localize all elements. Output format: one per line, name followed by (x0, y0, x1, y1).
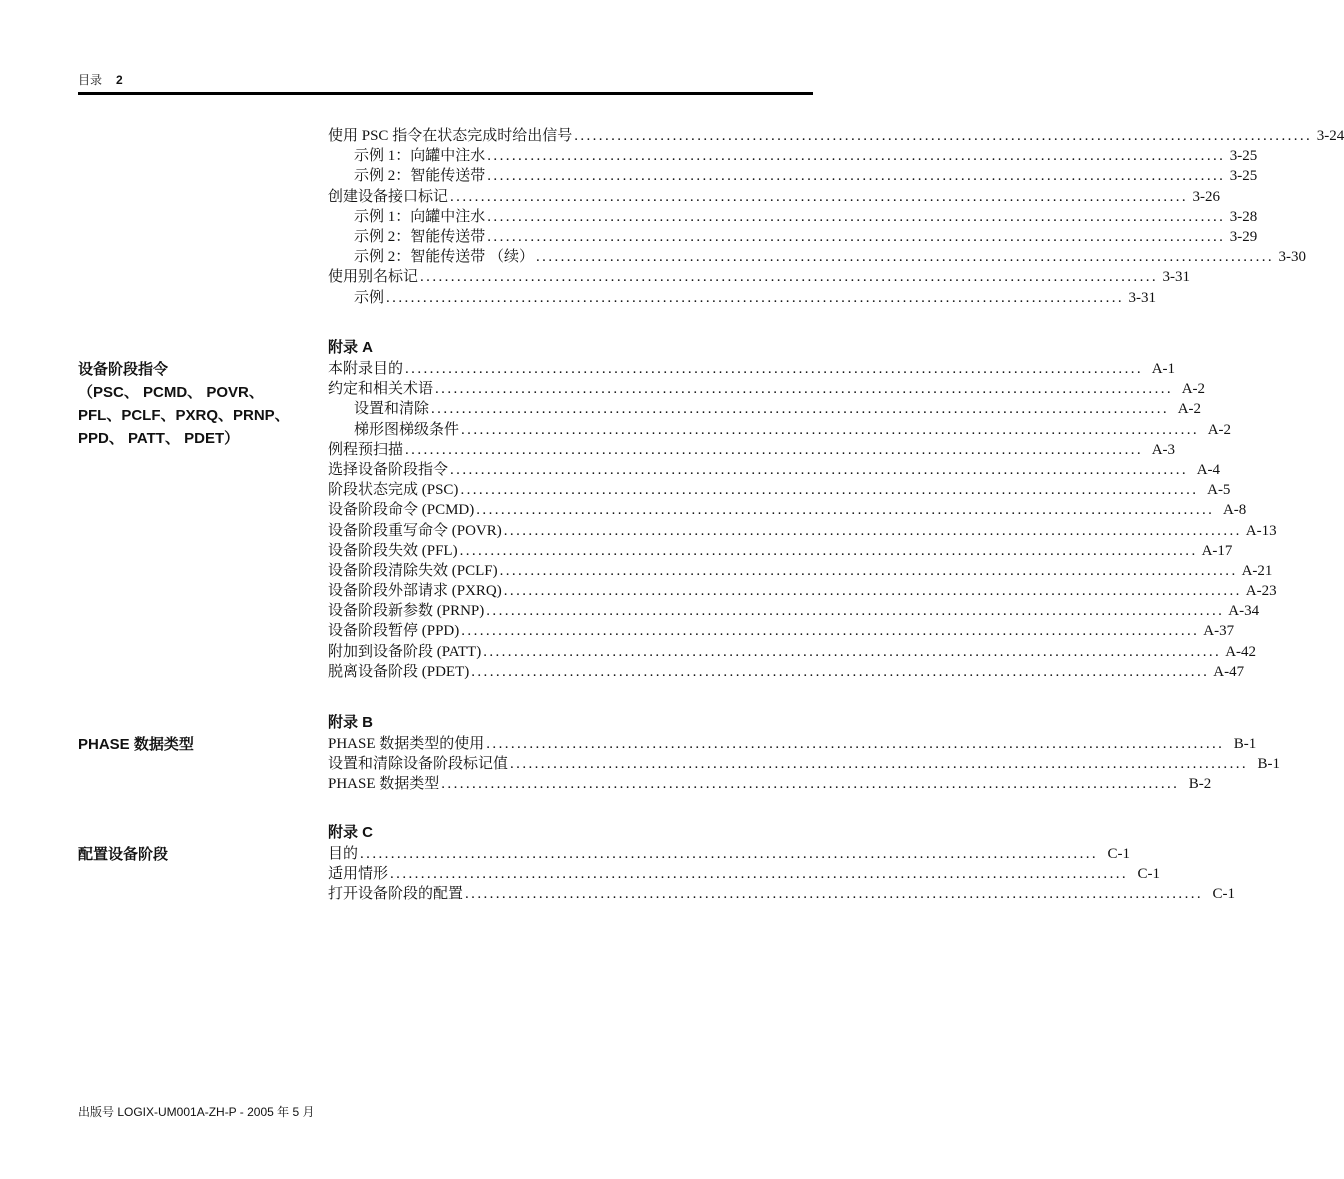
toc-entry[interactable] (328, 399, 1202, 419)
toc-entry-page: A-17 (1201, 542, 1233, 559)
toc-entry[interactable] (328, 541, 1233, 561)
toc-appendix-c (328, 844, 1236, 905)
toc-entry[interactable] (328, 146, 1258, 166)
dot-leader: ........................................................................................................................ (405, 361, 1144, 377)
toc-entry-title: 设备阶段外部请求 (PXRQ) (328, 583, 502, 600)
toc-entry-page: A-42 (1225, 643, 1257, 660)
dot-leader: ........................................................................................................................ (574, 128, 1313, 144)
dot-leader: ........................................................................................................................ (503, 522, 1242, 539)
toc-entry-title: 约定和相关术语 (328, 381, 434, 398)
dot-leader: ........................................................................................................................ (487, 168, 1226, 185)
dot-leader: ........................................................................................................................ (487, 208, 1226, 225)
dot-leader: ........................................................................................................................ (487, 228, 1226, 245)
toc-entry-page: A-4 (1196, 461, 1221, 478)
toc-entry-page: 3-31 (1128, 289, 1157, 306)
toc-entry[interactable] (328, 662, 1245, 682)
toc-entry[interactable] (328, 420, 1232, 440)
toc-entry-page: A-47 (1213, 663, 1245, 680)
dot-leader: ........................................................................................................................ (487, 148, 1226, 165)
toc-entry[interactable] (328, 480, 1231, 500)
toc-entry-page: B-1 (1257, 756, 1281, 773)
dot-leader: ........................................................................................................................ (460, 482, 1199, 499)
toc-entry-title: 选择设备阶段指令 (328, 461, 449, 478)
side-title-line: 配置设备阶段 (78, 846, 169, 863)
toc-entry-title: 示例 2：智能传送带 (354, 168, 486, 185)
header-page-number: 2 (116, 73, 123, 87)
dot-leader: ........................................................................................................................ (360, 846, 1099, 862)
toc-entry[interactable] (328, 500, 1247, 520)
dot-leader: ........................................................................................................................ (536, 249, 1275, 266)
side-title-line: PFL、PCLF、PXRQ、PRNP、 (78, 407, 290, 424)
toc-entry[interactable] (328, 267, 1191, 287)
dot-leader: ........................................................................................................................ (471, 663, 1210, 680)
toc-entry[interactable] (328, 734, 1257, 754)
toc-entry-title: 示例 2：智能传送带 （续） (354, 249, 535, 266)
toc-entry[interactable] (328, 288, 1157, 308)
toc-entry-page: 3-30 (1278, 249, 1307, 266)
toc-entry-title: 附加到设备阶段 (PATT) (328, 643, 482, 660)
toc-entry-page: 3-29 (1229, 228, 1258, 245)
dot-leader: ........................................................................................................................ (405, 441, 1144, 458)
appendix-b-side-title (78, 733, 194, 756)
toc-entry[interactable] (328, 359, 1176, 379)
toc-entry-title: 示例 2：智能传送带 (354, 228, 486, 245)
dot-leader: ........................................................................................................................ (476, 502, 1215, 519)
toc-entry[interactable] (328, 844, 1131, 864)
toc-entry-title: 设备阶段暂停 (PPD) (328, 623, 460, 640)
toc-entry[interactable] (328, 187, 1221, 207)
dot-leader: ........................................................................................................................ (386, 289, 1125, 306)
toc-entry-title: PHASE 数据类型 (328, 776, 440, 793)
toc-entry[interactable] (328, 884, 1236, 904)
toc-entry-title: 适用情形 (328, 866, 389, 883)
toc-entry-page: A-5 (1207, 482, 1231, 499)
toc-entry[interactable] (328, 166, 1258, 186)
dot-leader: ........................................................................................................................ (390, 866, 1129, 883)
toc-entry[interactable] (328, 581, 1277, 601)
dot-leader: ........................................................................................................................ (486, 736, 1225, 752)
appendix-a-heading: 附录 A (328, 339, 374, 356)
running-header (78, 71, 123, 88)
toc-entry-title: 阶段状态完成 (PSC) (328, 482, 459, 499)
toc-entry-page: C-1 (1137, 866, 1161, 883)
dot-leader: ........................................................................................................................ (431, 401, 1170, 418)
appendix-b-heading: 附录 B (328, 714, 374, 731)
toc-entry-page: B-2 (1188, 776, 1212, 793)
toc-entry-title: 示例 (354, 289, 385, 306)
appendix-a-side-title (78, 358, 290, 450)
toc-entry[interactable] (328, 247, 1307, 267)
toc-entry-title: 目的 (328, 846, 359, 862)
toc-entry[interactable] (328, 864, 1161, 884)
toc-entry-title: 示例 1：向罐中注水 (354, 208, 486, 225)
toc-entry-title: 创建设备接口标记 (328, 188, 449, 205)
toc-entry-page: A-3 (1151, 441, 1176, 458)
toc-appendix-a (328, 359, 1277, 682)
dot-leader: ........................................................................................................................ (461, 421, 1200, 438)
toc-appendix-b (328, 734, 1281, 795)
toc-entry[interactable] (328, 621, 1235, 641)
publication-footer: 出版号 LOGIX-UM001A-ZH-P - 2005 年 5 月 (78, 1105, 315, 1119)
toc-entry[interactable] (328, 642, 1257, 662)
dot-leader: ........................................................................................................................ (486, 603, 1225, 620)
toc-entry-title: 使用 PSC 指令在状态完成时给出信号 (328, 128, 573, 144)
header-rule (78, 92, 813, 95)
toc-entry-title: 梯形图梯级条件 (354, 421, 460, 438)
toc-entry-page: A-13 (1245, 522, 1277, 539)
toc-entry-page: A-1 (1151, 361, 1176, 377)
toc-entry-page: A-37 (1203, 623, 1235, 640)
toc-entry[interactable] (328, 440, 1176, 460)
toc-entry-page: A-21 (1241, 562, 1273, 579)
toc-entry[interactable] (328, 561, 1273, 581)
toc-entry-page: A-2 (1177, 401, 1202, 418)
toc-entry-page: A-34 (1228, 603, 1260, 620)
toc-entry-page: 3-31 (1162, 269, 1191, 286)
side-title-line: PHASE 数据类型 (78, 736, 194, 753)
toc-entry-page: 3-25 (1229, 168, 1258, 185)
toc-entry[interactable] (328, 774, 1212, 794)
toc-entry[interactable] (328, 460, 1221, 480)
dot-leader: ........................................................................................................................ (503, 583, 1242, 600)
toc-entry-page: A-8 (1222, 502, 1247, 519)
toc-entry-page: B-1 (1233, 736, 1257, 752)
toc-entry-title: 例程预扫描 (328, 441, 404, 458)
dot-leader: ........................................................................................................................ (465, 886, 1204, 903)
toc-entry[interactable] (328, 754, 1281, 774)
toc-entry-page: 3-28 (1229, 208, 1258, 225)
toc-entry-title: 脱离设备阶段 (PDET) (328, 663, 470, 680)
toc-entry-page: A-2 (1181, 381, 1206, 398)
toc-entry-page: C-1 (1107, 846, 1131, 862)
side-title-line: 设备阶段指令 (78, 361, 169, 378)
toc-entry-page: A-2 (1207, 421, 1232, 438)
toc-entry[interactable] (328, 126, 1344, 146)
toc-entry[interactable] (328, 601, 1260, 621)
side-title-line: PPD、 PATT、 PDET） (78, 430, 240, 447)
toc-entry-title: 设备阶段失效 (PFL) (328, 542, 458, 559)
toc-entry[interactable] (328, 521, 1277, 541)
header-section: 目录 (78, 73, 103, 87)
side-title-line: （PSC、 PCMD、 POVR、 (78, 384, 264, 401)
appendix-c-side-title (78, 843, 168, 866)
toc-entry[interactable] (328, 227, 1258, 247)
appendix-c-heading: 附录 C (328, 824, 374, 841)
dot-leader: ........................................................................................................................ (483, 643, 1222, 660)
dot-leader: ........................................................................................................................ (435, 381, 1174, 398)
toc-entry-title: 打开设备阶段的配置 (328, 886, 464, 903)
toc-entry-page: 3-26 (1192, 188, 1221, 205)
toc-entry-title: 设备阶段命令 (PCMD) (328, 502, 475, 519)
toc-entry-title: 设备阶段清除失效 (PCLF) (328, 562, 498, 579)
toc-section-3 (328, 126, 1344, 308)
toc-entry-page: 3-24 (1316, 128, 1344, 144)
toc-entry-page: C-1 (1212, 886, 1236, 903)
dot-leader: ........................................................................................................................ (459, 542, 1198, 559)
toc-entry-title: 示例 1：向罐中注水 (354, 148, 486, 165)
toc-entry-title: 设置和清除设备阶段标记值 (328, 756, 509, 773)
toc-entry-title: PHASE 数据类型的使用 (328, 736, 485, 752)
toc-entry-page: 3-25 (1229, 148, 1258, 165)
toc-entry-title: 使用别名标记 (328, 269, 419, 286)
dot-leader: ........................................................................................................................ (450, 461, 1189, 478)
toc-entry-title: 本附录目的 (328, 361, 404, 377)
dot-leader: ........................................................................................................................ (450, 188, 1189, 205)
dot-leader: ........................................................................................................................ (499, 562, 1238, 579)
toc-entry-title: 设备阶段新参数 (PRNP) (328, 603, 485, 620)
toc-entry[interactable] (328, 207, 1258, 227)
toc-entry-title: 设置和清除 (354, 401, 430, 418)
dot-leader: ........................................................................................................................ (510, 756, 1249, 773)
toc-entry-title: 设备阶段重写命令 (POVR) (328, 522, 502, 539)
toc-entry-page: A-23 (1245, 583, 1277, 600)
dot-leader: ........................................................................................................................ (461, 623, 1200, 640)
dot-leader: ........................................................................................................................ (441, 776, 1180, 793)
dot-leader: ........................................................................................................................ (420, 269, 1159, 286)
toc-entry[interactable] (328, 379, 1206, 399)
